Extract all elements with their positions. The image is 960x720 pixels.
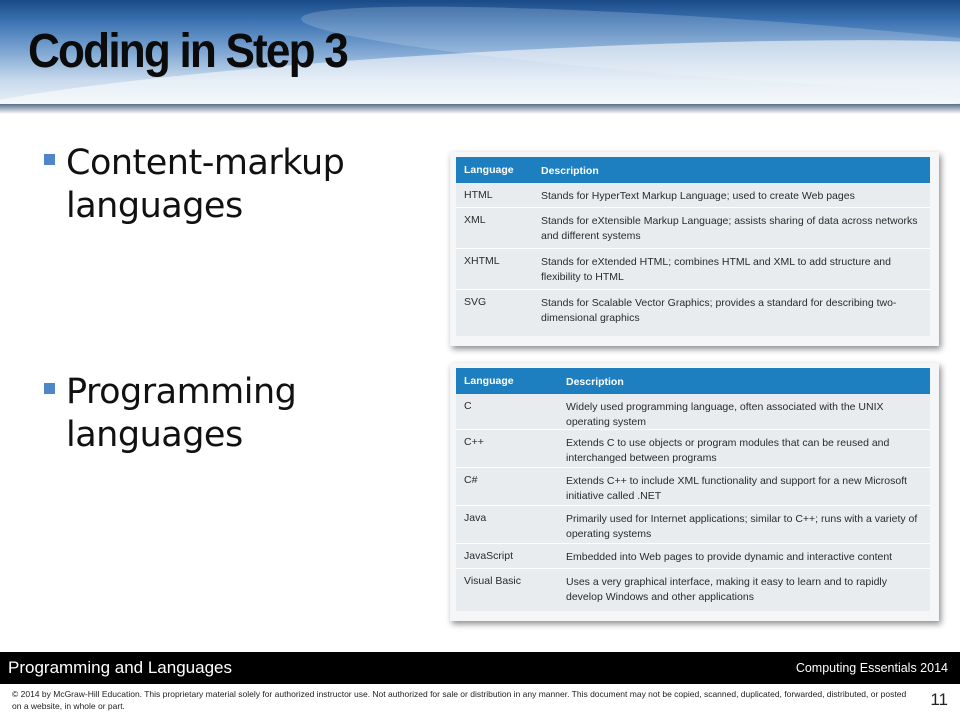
column-header-description: Description [541, 165, 599, 177]
table-row [456, 430, 930, 468]
cell-language: HTML [464, 189, 493, 201]
table-header [456, 368, 930, 394]
cell-description: Extends C++ to include XML functionality and support for a new Microsoft initiative called .NET [566, 475, 908, 502]
table-row [456, 506, 930, 544]
cell-language: C# [464, 474, 478, 486]
bullet-text: Programming languages [66, 372, 297, 455]
cell-language: XML [464, 214, 486, 226]
title-banner [0, 0, 960, 108]
copyright-notice: © 2014 by McGraw-Hill Education. This proprietary material solely for authorized instructor use. Not authorized for sale or distribution in any manner. This document may not be copied, scanned, duplicated, forwarded, distributed, or posted on a website, in whole or part. [12, 689, 907, 711]
cell-language: Visual Basic [464, 575, 522, 587]
cell-description: Stands for eXtensible Markup Language; assists sharing of data across networks and different systems [541, 215, 918, 242]
table-row [456, 468, 930, 506]
title-divider [0, 104, 960, 114]
table-row [456, 249, 930, 290]
table-header [456, 157, 930, 183]
cell-description: Stands for eXtended HTML; combines HTML and XML to add structure and flexibility to HTML [541, 256, 891, 283]
table-row [456, 544, 930, 569]
table-body [456, 368, 930, 611]
column-header-language: Language [464, 375, 514, 387]
markup-languages-table [450, 152, 939, 346]
cell-description: Extends C to use objects or program modules that can be reused and interchanged between programs [566, 437, 890, 464]
cell-description: Stands for Scalable Vector Graphics; provides a standard for describing two-dimensional graphics [541, 297, 897, 324]
cell-description: Widely used programming language, often associated with the UNIX operating system [566, 401, 884, 428]
programming-languages-table [450, 363, 939, 621]
table-row [456, 394, 930, 430]
column-header-language: Language [464, 164, 514, 176]
book-title: Computing Essentials 2014 [795, 661, 948, 675]
course-title: Programming and Languages [8, 658, 232, 677]
cell-description: Uses a very graphical interface, making it easy to learn and to rapidly develop Windows and other applications [566, 576, 887, 603]
cell-language: C++ [464, 436, 484, 448]
slide-title: Coding in Step 3 [28, 25, 347, 78]
cell-description: Stands for HyperText Markup Language; used to create Web pages [541, 190, 855, 202]
column-header-description: Description [566, 376, 624, 388]
cell-language: C [464, 400, 472, 412]
bullet-text: Content-markup languages [66, 143, 345, 226]
table-row [456, 569, 930, 607]
cell-description: Embedded into Web pages to provide dynamic and interactive content [566, 551, 893, 563]
table-row [456, 290, 930, 330]
cell-language: SVG [464, 296, 487, 308]
cell-language: Java [464, 512, 487, 524]
square-bullet-icon [44, 154, 55, 165]
square-bullet-icon [44, 383, 55, 394]
cell-language: XHTML [464, 255, 500, 267]
cell-language: JavaScript [464, 550, 514, 562]
table-body [456, 157, 930, 336]
cell-description: Primarily used for Internet applications; similar to C++; runs with a variety of operating systems [566, 513, 918, 540]
table-row [456, 208, 930, 249]
table-row [456, 183, 930, 208]
page-number: 11 [930, 690, 948, 709]
footer-bar [0, 652, 960, 684]
